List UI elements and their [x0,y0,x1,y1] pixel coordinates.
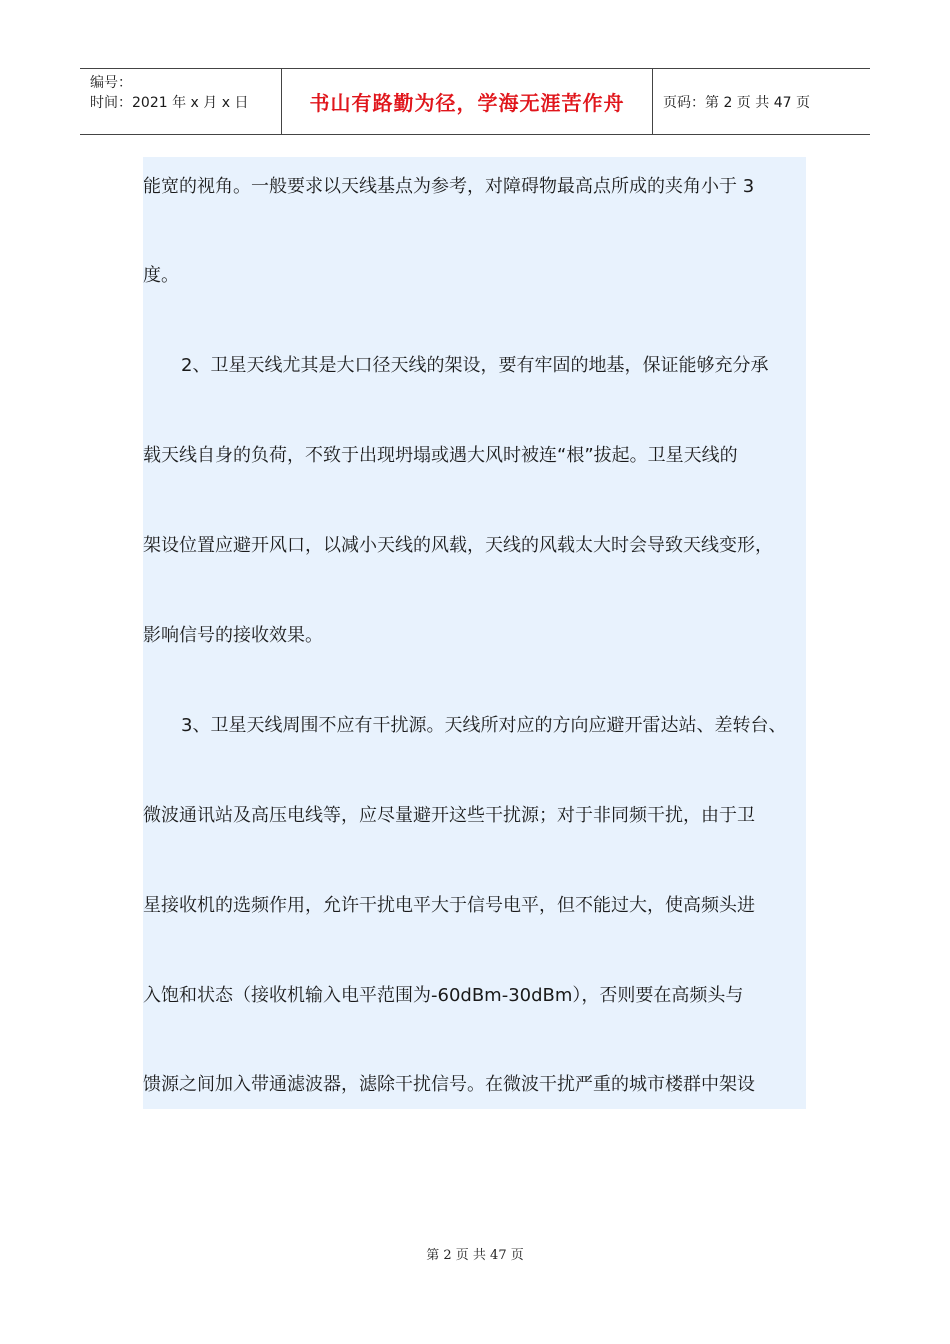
paragraph-start-line: 2、卫星天线尤其是大口径天线的架设，要有牢固的地基，保证能够充分承 [181,355,769,376]
body-line: 微波通讯站及高压电线等，应尽量避开这些干扰源；对于非同频干扰，由于卫 [143,805,755,826]
document-header [80,68,870,135]
header-motto: 书山有路勤为径，学海无涯苦作舟 [309,91,625,115]
paragraph-start-line: 3、卫星天线周围不应有干扰源。天线所对应的方向应避开雷达站、差转台、 [181,715,787,736]
header-page-info: 页码：第 2 页 共 47 页 [663,94,810,111]
page-footer: 第 2 页 共 47 页 [426,1248,524,1263]
body-line: 入饱和状态（接收机输入电平范围为-60dBm-30dBm），否则要在高频头与 [143,985,744,1006]
document-date-label: 时间：2021 年 x 月 x 日 [90,95,249,111]
header-motto-cell [281,69,653,134]
body-line: 载天线自身的负荷，不致于出现坍塌或遇大风时被连“根”拔起。卫星天线的 [143,445,738,466]
header-meta [80,69,281,134]
body-line: 能宽的视角。一般要求以天线基点为参考，对障碍物最高点所成的夹角小于 3 [143,176,755,197]
body-text-block [143,157,806,1109]
document-number-label: 编号： [90,75,132,91]
body-line: 星接收机的选频作用，允许干扰电平大于信号电平，但不能过大，使高频头进 [143,895,755,916]
body-line: 馈源之间加入带通滤波器，滤除干扰信号。在微波干扰严重的城市楼群中架设 [143,1074,755,1095]
header-page-info-cell [653,69,870,134]
body-line: 影响信号的接收效果。 [143,625,323,646]
body-line: 架设位置应避开风口，以减小天线的风载，天线的风载太大时会导致天线变形， [143,535,773,556]
body-line: 度。 [143,265,179,286]
